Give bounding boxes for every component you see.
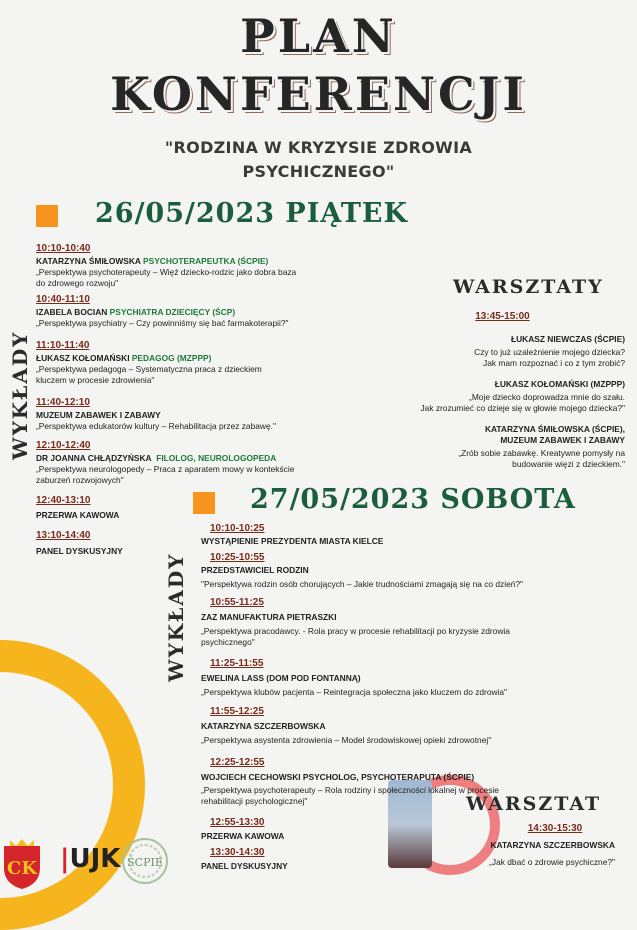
talk-description: „Perspektywa klubów pacjenta – Reintegracja społeczna jako kluczem do zdrowia" bbox=[201, 687, 508, 697]
speaker: KATARZYNA SZCZERBOWSKA bbox=[201, 721, 326, 731]
day2-item bbox=[201, 701, 611, 746]
workshop-time-wrap bbox=[505, 818, 605, 836]
day1-item bbox=[36, 335, 376, 386]
speaker: KATARZYNA ŚMIŁOWSKA bbox=[36, 256, 141, 266]
day1-lectures-label: WYKŁADY bbox=[8, 330, 32, 460]
kielce-crest-logo bbox=[2, 838, 42, 890]
time-slot: 13:10-14:40 bbox=[36, 530, 91, 541]
speaker: PANEL DYSKUSYJNY bbox=[201, 861, 288, 871]
workshop-speaker: KATARZYNA ŚMIŁOWSKA (ŚCPIE), bbox=[484, 424, 625, 434]
time-slot: 10:40-11:10 bbox=[36, 294, 90, 305]
workshop-title: WARSZTAT bbox=[466, 793, 602, 815]
speaker-role: PEDAGOG (MZPPP) bbox=[131, 353, 212, 363]
time-slot: 11:25-11:55 bbox=[210, 658, 264, 669]
speaker: PRZERWA KAWOWA bbox=[201, 831, 285, 841]
time-slot: 11:10-11:40 bbox=[36, 340, 90, 351]
talk-description: „Perspektywa psychiatry – Czy powinniśmy się bać farmakoterapii?" bbox=[36, 318, 289, 328]
talk-description: „Perspektywa neurologopedy – Praca z aparatem mowy w kontekście bbox=[36, 464, 295, 474]
day2-date: 27/05/2023 SOBOTA bbox=[250, 484, 576, 515]
time-slot: 10:25-10:55 bbox=[210, 552, 265, 563]
workshop-block bbox=[420, 840, 615, 868]
day2-item bbox=[201, 653, 611, 698]
subtitle-line-1: "RODZINA W KRYZYSIE ZDROWIA bbox=[164, 138, 473, 157]
speaker: PANEL DYSKUSYJNY bbox=[36, 546, 123, 556]
speaker: IZABELA BOCIAN bbox=[36, 307, 108, 317]
talk-description: „Perspektywa asystenta zdrowienia – Model środowiskowej opieki zdrowotnej" bbox=[201, 735, 492, 745]
time-slot: 10:55-11:25 bbox=[210, 597, 264, 608]
time-slot: 12:10-12:40 bbox=[36, 440, 91, 451]
talk-description-cont: rehabilitacji psychologicznej" bbox=[201, 796, 308, 806]
orange-square-marker bbox=[36, 205, 58, 227]
title-line-2: KONFERENCJI bbox=[110, 67, 527, 121]
kielce-crest-letters: CK bbox=[7, 858, 37, 879]
day1-item bbox=[36, 238, 376, 289]
time-slot: 10:10-10:40 bbox=[36, 243, 91, 254]
day2-lectures-label: WYKŁADY bbox=[164, 552, 188, 682]
time-slot: 12:25-12:55 bbox=[210, 757, 265, 768]
workshop-time: 14:30-15:30 bbox=[527, 823, 583, 834]
speaker: MUZEUM ZABAWEK I ZABAWY bbox=[36, 410, 161, 420]
workshop-time: 13:45-15:00 bbox=[475, 311, 530, 322]
time-slot: 11:40-12:10 bbox=[36, 397, 90, 408]
talk-description-cont: do zdrowego rozwoju" bbox=[36, 278, 119, 288]
workshop-topic: „Zrób sobie zabawkę. Kreatywne pomysły na bbox=[458, 448, 625, 458]
workshop-topic: Czy to już uzależnienie mojego dziecka? bbox=[474, 347, 625, 357]
speaker: DR JOANNA CHŁĄDZYŃSKA bbox=[36, 453, 152, 463]
workshop-topic-cont: Jak zrozumieć co dzieje się w głowie mojego dziecka?" bbox=[420, 403, 625, 413]
scpie-logo-letters: ŚCPIE bbox=[127, 856, 163, 869]
scpie-logo bbox=[122, 838, 168, 884]
talk-description-cont: kluczem w procesie zdrowienia" bbox=[36, 375, 155, 385]
day1-item bbox=[36, 435, 376, 486]
talk-description: "Perspektywa rodzin osób chorujących – Jakie trudnościami zmagają się na co dzień?" bbox=[201, 579, 524, 589]
speaker: ŁUKASZ KOŁOMAŃSKI bbox=[36, 353, 130, 363]
day2-item bbox=[201, 592, 611, 648]
speaker-role: PSYCHOTERAPEUTKA (ŚCPIE) bbox=[143, 256, 269, 266]
title-line-1: PLAN bbox=[240, 9, 397, 63]
workshop-topic: „Moje dziecko doprowadza mnie do szału. bbox=[469, 392, 625, 402]
workshops-title: WARSZTATY bbox=[453, 276, 604, 298]
day1-item bbox=[36, 289, 376, 329]
speaker: PRZERWA KAWOWA bbox=[36, 510, 120, 520]
talk-description-cont: zaburzeń rozwojowych" bbox=[36, 475, 124, 485]
day2-item bbox=[201, 518, 611, 547]
time-slot: 11:55-12:25 bbox=[210, 706, 264, 717]
workshops-block bbox=[380, 292, 625, 470]
time-slot: 13:30-14:30 bbox=[210, 847, 265, 858]
speaker: WYSTĄPIENIE PREZYDENTA MIASTA KIELCE bbox=[201, 536, 384, 546]
workshop-topic-cont: Jak mam rozpoznać i co z tym zrobić? bbox=[483, 358, 625, 368]
day1-date: 26/05/2023 PIĄTEK bbox=[95, 198, 408, 229]
day1-item bbox=[36, 392, 376, 432]
talk-description-cont: psychicznego" bbox=[201, 637, 255, 647]
workshop-topic: „Jak dbać o zdrowie psychiczne?" bbox=[489, 857, 615, 867]
day2-item bbox=[201, 547, 611, 590]
speaker: EWELINA LASS (DOM POD FONTANNĄ) bbox=[201, 673, 361, 683]
speaker: WOJCIECH CECHOWSKI PSYCHOLOG, PSYCHOTERAPUTA (ŚCPIE) bbox=[201, 772, 475, 782]
talk-description: „Perspektywa psychoterapeuty – Więź dziecko-rodzic jako dobra baza bbox=[36, 267, 297, 277]
speaker-role: FILOLOG, NEUROLOGOPEDA bbox=[156, 453, 277, 463]
workshop-speaker: ŁUKASZ NIEWCZAS (ŚCPIE) bbox=[511, 334, 625, 344]
subtitle-line-2: PSYCHICZNEGO" bbox=[242, 162, 395, 181]
speaker: ZAZ MANUFAKTURA PIETRASZKI bbox=[201, 612, 337, 622]
talk-description: „Perspektywa edukatorów kultury – Rehabilitacja przez zabawę." bbox=[36, 421, 276, 431]
time-slot: 10:10-10:25 bbox=[210, 523, 265, 534]
talk-description: „Perspektywa pracodawcy. - Rola pracy w procesie rehabilitacji po kryzysie zdrowia bbox=[201, 626, 510, 636]
time-slot: 12:40-13:10 bbox=[36, 495, 91, 506]
speaker: PRZEDSTAWICIEL RODZIN bbox=[201, 565, 309, 575]
workshop-speaker: ŁUKASZ KOŁOMAŃSKI (MZPPP) bbox=[494, 379, 625, 389]
workshop-speaker-cont: MUZEUM ZABAWEK I ZABAWY bbox=[500, 435, 625, 445]
talk-description: „Perspektywa pedagoga – Systematyczna praca z dzieckiem bbox=[36, 364, 262, 374]
workshop-topic-cont: budowanie więzi z dzieckiem." bbox=[512, 459, 625, 469]
ujk-logo: |UJK bbox=[60, 844, 121, 874]
time-slot: 12:55-13:30 bbox=[210, 817, 265, 828]
workshop-speaker: KATARZYNA SZCZERBOWSKA bbox=[490, 840, 615, 850]
speaker-role: PSYCHIATRA DZIECIĘCY (ŚCP) bbox=[109, 307, 236, 317]
orange-square-marker bbox=[193, 492, 215, 514]
talk-description: „Perspektywa psychoterapeuty – Rola rodziny i społeczności lokalnej w procesie bbox=[201, 785, 499, 795]
ujk-logo-text: UJK bbox=[69, 844, 121, 874]
